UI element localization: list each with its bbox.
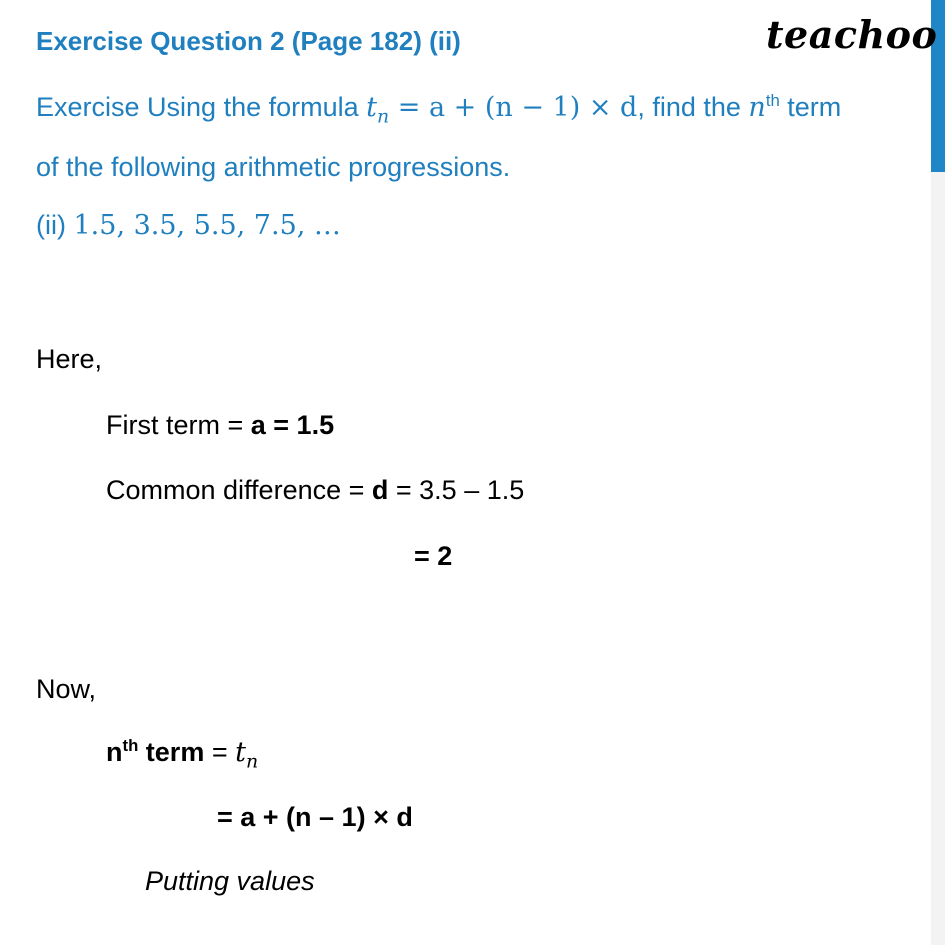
question-line-2: of the following arithmetic progressions. [36,152,511,182]
n-variable: n [748,92,766,123]
teachoo-logo: teachoo [766,12,938,57]
common-difference-result [414,541,452,572]
common-difference-line [106,475,524,506]
formula-rest: = a + (n − 1) × d [389,92,638,123]
first-term-value: a = 1.5 [250,410,335,440]
page-title: Exercise Question 2 (Page 182) (ii) [36,26,461,56]
nth-t: t [235,737,246,768]
nth-t-subscript: n [245,750,259,773]
th-superscript: th [765,91,780,110]
formula-t-subscript: n [377,105,390,128]
nth-equals: = [204,737,236,767]
part-label: (ii) [36,210,66,240]
nth-n: n [106,737,123,767]
sequence: 1.5, 3.5, 5.5, 7.5, … [73,210,341,241]
nth-term-line [106,736,259,773]
question-line-1 [36,91,842,128]
formula-t: t [366,92,377,123]
common-difference-result-value: = 2 [414,541,453,571]
common-difference-var: d [371,475,389,505]
first-term-label: First term = [106,410,251,440]
formula-line [217,802,413,833]
question-suffix: term [779,92,842,122]
nth-superscript: th [122,736,139,755]
nth-term-word: term [138,737,205,767]
right-scroll-bar[interactable] [931,0,945,945]
first-term-line [106,410,334,441]
putting-values: Putting values [145,866,315,896]
now-label: Now, [36,674,97,704]
common-difference-expr: = 3.5 – 1.5 [388,475,525,505]
formula-expression: = a + (n – 1) × d [217,802,413,832]
question-part [36,210,341,241]
common-difference-label: Common difference = [106,475,372,505]
question-prefix: Exercise Using the formula [36,92,367,122]
question-mid: , find the [637,92,749,122]
here-label: Here, [36,344,103,374]
